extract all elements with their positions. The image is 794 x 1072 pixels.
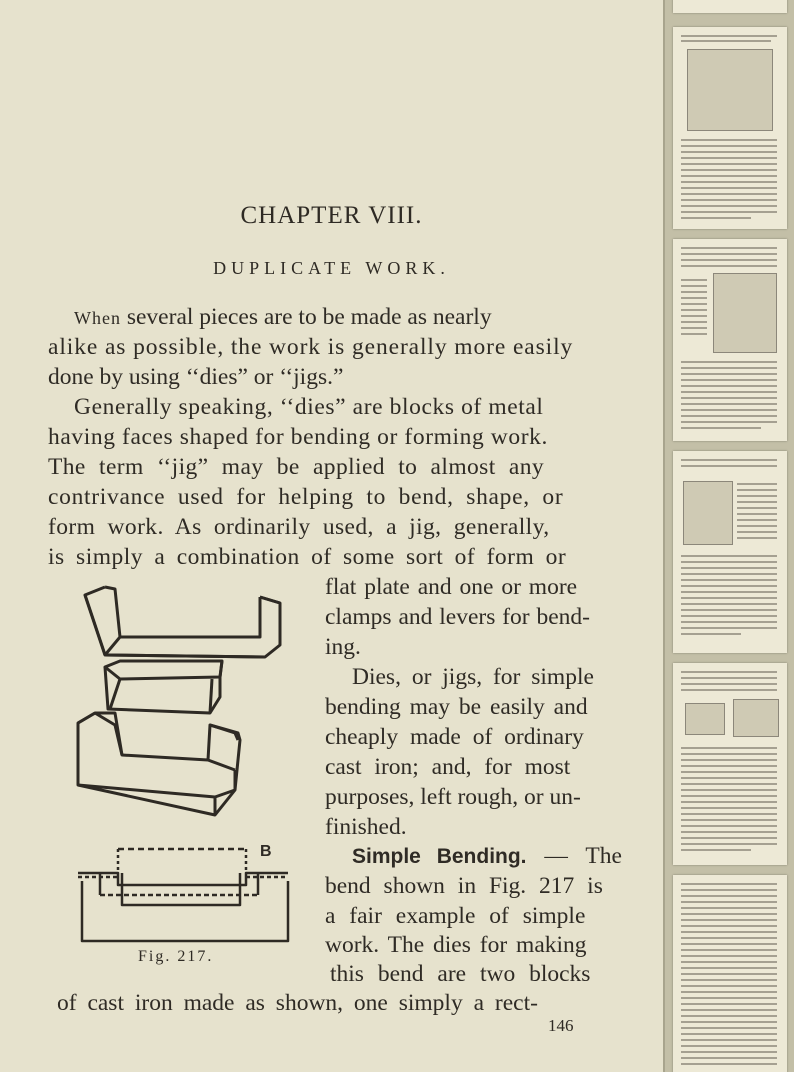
- text-line: work. The dies for making: [325, 932, 587, 958]
- section-heading: Simple Bending.: [352, 845, 527, 868]
- text-line: The term ‘‘jig” may be applied to almost any: [48, 454, 545, 480]
- thumbnail-figure: [713, 273, 777, 353]
- channel-die: [78, 713, 240, 815]
- chapter-title: CHAPTER VIII.: [240, 202, 423, 229]
- thumbnail-page[interactable]: [673, 0, 787, 13]
- text-line: form work. As ordinarily used, a jig, generally,: [48, 514, 550, 540]
- figure-caption: Fig. 217.: [138, 948, 214, 965]
- text-line: clamps and levers for bend-: [325, 604, 591, 630]
- block-die: [105, 661, 222, 713]
- text-line: having faces shaped for bending or forming work.: [48, 424, 548, 450]
- fig-label-b: B: [260, 843, 272, 860]
- thumbnail-figure: [683, 481, 733, 545]
- thumbnail-page[interactable]: [673, 875, 787, 1072]
- text-line: finished.: [325, 814, 407, 840]
- page-number: 146: [548, 1016, 574, 1035]
- fig-217-illustration: [60, 575, 305, 945]
- section-diagram: [78, 849, 288, 941]
- text-line: bending may be easily and: [325, 694, 588, 720]
- lead-word: When: [74, 308, 121, 328]
- text-line: flat plate and one or more: [325, 574, 578, 600]
- text-line: When several pieces are to be made as nearly: [74, 304, 492, 330]
- text-line: a fair example of simple: [325, 903, 586, 929]
- text-line: contrivance used for helping to bend, shape, or: [48, 484, 564, 510]
- text-line: cast iron; and, for most: [325, 754, 571, 780]
- text-line: is simply a combination of some sort of form or: [48, 544, 567, 570]
- text-line: Simple Bending. — The: [352, 843, 622, 869]
- thumbnail-figure: [687, 49, 773, 131]
- text-line: this bend are two blocks: [330, 961, 591, 987]
- thumbnail-figure: [685, 703, 725, 735]
- thumbnail-page[interactable]: [673, 239, 787, 441]
- thumbnail-page[interactable]: [673, 451, 787, 653]
- thumbnail-figure: [733, 699, 779, 737]
- text-line: of cast iron made as shown, one simply a rect-: [57, 990, 538, 1016]
- text-line: ing.: [325, 634, 361, 660]
- text-line: purposes, left rough, or un-: [325, 784, 581, 810]
- thumbnail-page[interactable]: [673, 663, 787, 865]
- bent-piece: [85, 587, 280, 657]
- thumbnail-page[interactable]: [673, 27, 787, 229]
- text-line: cheaply made of ordinary: [325, 724, 584, 750]
- text-line: bend shown in Fig. 217 is: [325, 873, 603, 899]
- text-line: done by using ‘‘dies” or ‘‘jigs.”: [48, 364, 344, 390]
- thumbnail-sidebar[interactable]: [665, 0, 794, 1072]
- text-line: Dies, or jigs, for simple: [352, 664, 594, 690]
- text-line: Generally speaking, ‘‘dies” are blocks of metal: [74, 394, 544, 420]
- text-line: alike as possible, the work is generally more easily: [48, 334, 574, 360]
- chapter-subtitle: DUPLICATE WORK.: [213, 258, 450, 278]
